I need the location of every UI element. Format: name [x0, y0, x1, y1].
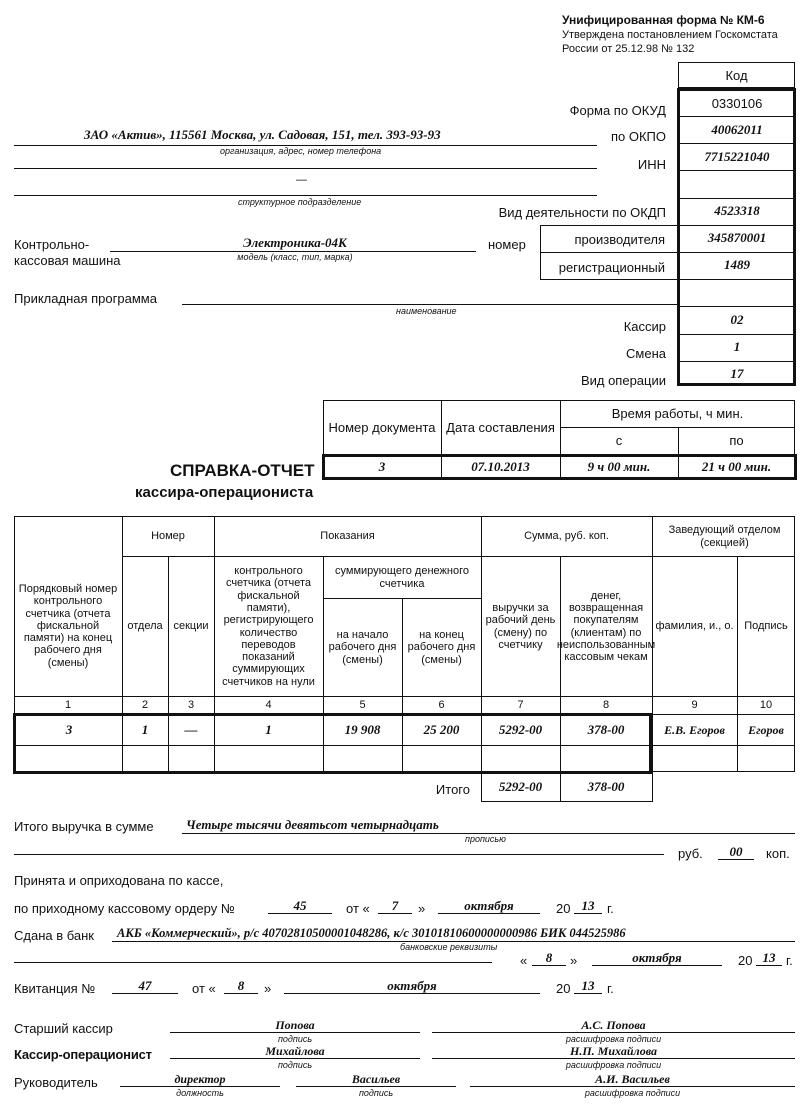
order-month-underline — [438, 913, 540, 914]
h-order: Порядковый номер контрольного счетчика (отчета фискальной памяти) на конец рабочего дня (смены) — [18, 582, 118, 669]
senior-name-caption: расшифровка подписи — [565, 1034, 662, 1044]
senior-name-underline — [432, 1032, 795, 1033]
okdp-value: 4523318 — [714, 203, 760, 218]
bank-month-underline — [592, 965, 722, 966]
col-number: 4 — [265, 699, 272, 712]
doc-col-date: Дата составления — [446, 419, 555, 435]
doc-col-to: по — [729, 433, 744, 449]
approved-line-2: России от 25.12.98 № 132 — [562, 43, 695, 55]
h-returned: денег, возвращенная покупателям (клиентам) по неиспользованным кассовым чекам — [556, 589, 656, 664]
h-control: контрольного счетчика (отчета фискальной памяти), регистрирующего количество переводов показаний суммирующих счетчиков на нули — [222, 564, 315, 688]
receipt-month[interactable]: октября — [387, 978, 437, 993]
bank-year-underline — [756, 965, 782, 966]
receipt-from: от « — [192, 981, 216, 996]
order-year-prefix: 20 — [556, 901, 571, 916]
receipt-day[interactable]: 8 — [237, 978, 245, 993]
program-label: Прикладная программа — [14, 291, 157, 306]
row-revenue[interactable]: 5292-00 — [498, 722, 543, 738]
h-otdel: отдела — [127, 620, 163, 633]
receipt-number[interactable]: 47 — [138, 978, 152, 993]
accepted-label: Принята и оприходована по кассе, — [14, 873, 224, 888]
registration-label: регистрационный — [558, 260, 665, 275]
registration-value: 1489 — [724, 257, 750, 272]
revenue-underline-2 — [14, 854, 664, 855]
okdp-label: Вид деятельности по ОКДП — [498, 205, 666, 220]
bank-caption: банковские реквизиты — [400, 942, 498, 952]
receipt-day-underline — [224, 993, 258, 994]
total-revenue[interactable]: 5292-00 — [498, 778, 543, 794]
code-divider — [679, 361, 795, 362]
order-from: от « — [346, 901, 370, 916]
order-number[interactable]: 45 — [293, 898, 307, 913]
nomer-divider — [540, 252, 678, 253]
head-name[interactable]: А.И. Васильев — [595, 1072, 670, 1086]
order-day-underline — [378, 913, 412, 914]
row-head-name[interactable]: Е.В. Егоров — [664, 722, 725, 737]
nomer-label: номер — [488, 237, 526, 252]
org-caption: организация, адрес, номер телефона — [220, 146, 382, 156]
dept-underline — [14, 195, 597, 196]
col-number: 1 — [64, 699, 72, 712]
cashier-name[interactable]: Н.П. Михайлова — [570, 1044, 657, 1058]
kop-value[interactable]: 00 — [729, 844, 743, 859]
bank-month[interactable]: октября — [632, 950, 682, 965]
dept-caption: структурное подразделение — [238, 197, 362, 207]
col-number: 7 — [517, 699, 524, 712]
code-divider — [679, 334, 795, 335]
col-number: 3 — [187, 699, 195, 712]
cashier-name-caption: расшифровка подписи — [565, 1060, 662, 1070]
order-close-q: » — [418, 901, 426, 916]
h-sign: Подпись — [744, 620, 788, 633]
form-title: Унифицированная форма № КМ-6 — [562, 13, 765, 27]
bank-value[interactable]: АКБ «Коммерческий», р/с 40702810500001048286, к/с 30101810600000000986 БИК 044525986 — [117, 926, 626, 940]
cashier-name-underline — [432, 1058, 795, 1059]
col-number: 8 — [602, 699, 610, 712]
receipt-month-underline — [284, 993, 540, 994]
doc-number-value[interactable]: 3 — [378, 458, 386, 474]
code-divider — [679, 279, 795, 280]
receipt-g: г. — [607, 981, 614, 996]
row-order[interactable]: 3 — [65, 722, 73, 738]
bank-open-q: « — [520, 953, 528, 968]
senior-sign-underline — [170, 1032, 420, 1033]
okud-label: Форма по ОКУД — [569, 103, 666, 118]
total-label: Итого — [435, 782, 470, 797]
senior-name[interactable]: А.С. Попова — [581, 1018, 646, 1032]
h-pokazania: Показания — [320, 530, 375, 543]
row-control[interactable]: 1 — [265, 722, 272, 738]
order-g: г. — [607, 901, 614, 916]
kkm-label-2: кассовая машина — [14, 253, 121, 268]
bank-close-q: » — [570, 953, 578, 968]
org-value[interactable]: ЗАО «Актив», 115561 Москва, ул. Садовая, 151, тел. 393-93-93 — [84, 127, 441, 142]
dept-value[interactable]: — — [296, 174, 307, 186]
shift-value: 1 — [733, 339, 741, 354]
receipt-label: Квитанция № — [14, 981, 96, 996]
order-label: по приходному кассовому ордеру № — [14, 901, 235, 916]
head-sign-underline — [296, 1086, 456, 1087]
h-end: на конец рабочего дня (смены) — [407, 629, 476, 666]
senior-sign[interactable]: Попова — [275, 1018, 315, 1032]
code-header: Код — [725, 68, 748, 83]
senior-sign-caption: подпись — [277, 1034, 313, 1044]
h-sekcii: секции — [173, 620, 209, 633]
cashier-label: Кассир — [623, 319, 666, 334]
col-number: 9 — [691, 699, 698, 712]
col-number: 5 — [359, 699, 366, 712]
doc-to-value[interactable]: 21 ч 00 мин. — [701, 458, 772, 474]
doc-subtitle: кассира-операциониста — [135, 484, 314, 501]
bank-g: г. — [786, 953, 793, 968]
manufacturer-label: производителя — [574, 232, 665, 247]
code-divider — [679, 143, 795, 144]
order-year[interactable]: 13 — [581, 898, 595, 913]
doc-col-number: Номер документа — [328, 419, 436, 435]
bank-underline-2 — [14, 962, 492, 963]
kop-label: коп. — [766, 846, 790, 861]
head-position-caption: должность — [176, 1088, 224, 1098]
order-month[interactable]: октября — [464, 898, 514, 913]
code-divider — [679, 306, 795, 307]
doc-from-value[interactable]: 9 ч 00 мин. — [587, 458, 651, 474]
doc-col-from: с — [615, 433, 623, 449]
program-underline — [182, 304, 677, 305]
h-nomer: Номер — [151, 530, 185, 543]
revenue-label: Итого выручка в сумме — [14, 819, 154, 834]
head-name-caption: расшифровка подписи — [584, 1088, 681, 1098]
receipt-underline — [112, 993, 178, 994]
h-name: фамилия, и., о. — [655, 620, 734, 633]
row-otdel[interactable]: 1 — [141, 722, 149, 738]
manufacturer-value: 345870001 — [707, 230, 767, 245]
revenue-words[interactable]: Четыре тысячи девятьсот четырнадцать — [186, 817, 439, 832]
cashier-sign[interactable]: Михайлова — [265, 1044, 325, 1058]
okpo-value: 40062011 — [711, 122, 763, 137]
okud-value: 0330106 — [711, 96, 763, 111]
bank-day-underline — [532, 965, 566, 966]
h-start: на начало рабочего дня (смены) — [328, 629, 397, 666]
head-sign-caption: подпись — [358, 1088, 394, 1098]
bank-year[interactable]: 13 — [762, 950, 776, 965]
head-position-underline — [120, 1086, 280, 1087]
operation-label: Вид операции — [580, 373, 666, 388]
code-divider — [679, 198, 795, 199]
receipt-year-underline — [574, 993, 602, 994]
doc-date-value[interactable]: 07.10.2013 — [471, 458, 530, 474]
bank-label: Сдана в банк — [14, 928, 94, 943]
kkm-caption: модель (класс, тип, марка) — [237, 252, 353, 262]
code-divider — [679, 225, 795, 226]
order-day[interactable]: 7 — [391, 898, 399, 913]
h-summing: суммирующего денежного счетчика — [335, 565, 469, 590]
operation-value: 17 — [730, 366, 744, 381]
head-position[interactable]: директор — [174, 1072, 226, 1086]
program-caption: наименование — [396, 306, 457, 316]
col-number: 2 — [141, 699, 149, 712]
shift-label: Смена — [626, 346, 666, 361]
order-underline — [268, 913, 332, 914]
code-divider — [679, 252, 795, 253]
senior-label: Старший кассир — [14, 1021, 113, 1036]
kkm-value[interactable]: Электроника-04К — [243, 235, 347, 250]
row-end[interactable]: 25 200 — [423, 722, 460, 738]
doc-title: СПРАВКА-ОТЧЕТ — [170, 461, 315, 480]
row-sekcii[interactable]: — — [184, 722, 198, 738]
kop-underline — [718, 859, 754, 860]
head-sign[interactable]: Васильев — [351, 1072, 401, 1086]
approved-line-1: Утверждена постановлением Госкомстата — [562, 29, 778, 41]
cashier-sign-caption: подпись — [277, 1060, 313, 1070]
cashier-value: 02 — [730, 312, 744, 327]
head-name-underline — [470, 1086, 795, 1087]
row-head-sign[interactable]: Егоров — [748, 722, 784, 737]
kkm-label-1: Контрольно- — [14, 237, 90, 252]
rub-label: руб. — [678, 846, 703, 861]
code-divider — [679, 170, 795, 171]
words-caption: прописью — [465, 834, 506, 844]
doc-col-time: Время работы, ч мин. — [611, 405, 744, 421]
head-label: Руководитель — [14, 1075, 98, 1090]
inn-value: 7715221040 — [704, 149, 770, 164]
cashier-op-label: Кассир-операционист — [14, 1047, 152, 1062]
row-returned[interactable]: 378-00 — [587, 722, 625, 738]
order-year-underline — [574, 913, 602, 914]
okpo-label: по ОКПО — [610, 129, 666, 144]
org-underline-2 — [14, 168, 597, 169]
col-number: 6 — [438, 699, 445, 712]
h-revenue: выручки за рабочий день (смену) по счетчику — [485, 601, 556, 651]
total-returned[interactable]: 378-00 — [587, 778, 625, 794]
col-number: 10 — [759, 699, 773, 712]
bank-year-prefix: 20 — [738, 953, 753, 968]
receipt-close-q: » — [264, 981, 272, 996]
h-sum: Сумма, руб. коп. — [524, 530, 609, 543]
cashier-sign-underline — [170, 1058, 420, 1059]
receipt-year[interactable]: 13 — [581, 978, 595, 993]
row-start[interactable]: 19 908 — [344, 722, 381, 738]
h-head: Заведующий отделом (секцией) — [668, 524, 781, 549]
code-divider — [679, 116, 795, 117]
inn-label: ИНН — [637, 157, 666, 172]
bank-day[interactable]: 8 — [545, 950, 553, 965]
receipt-year-prefix: 20 — [556, 981, 571, 996]
